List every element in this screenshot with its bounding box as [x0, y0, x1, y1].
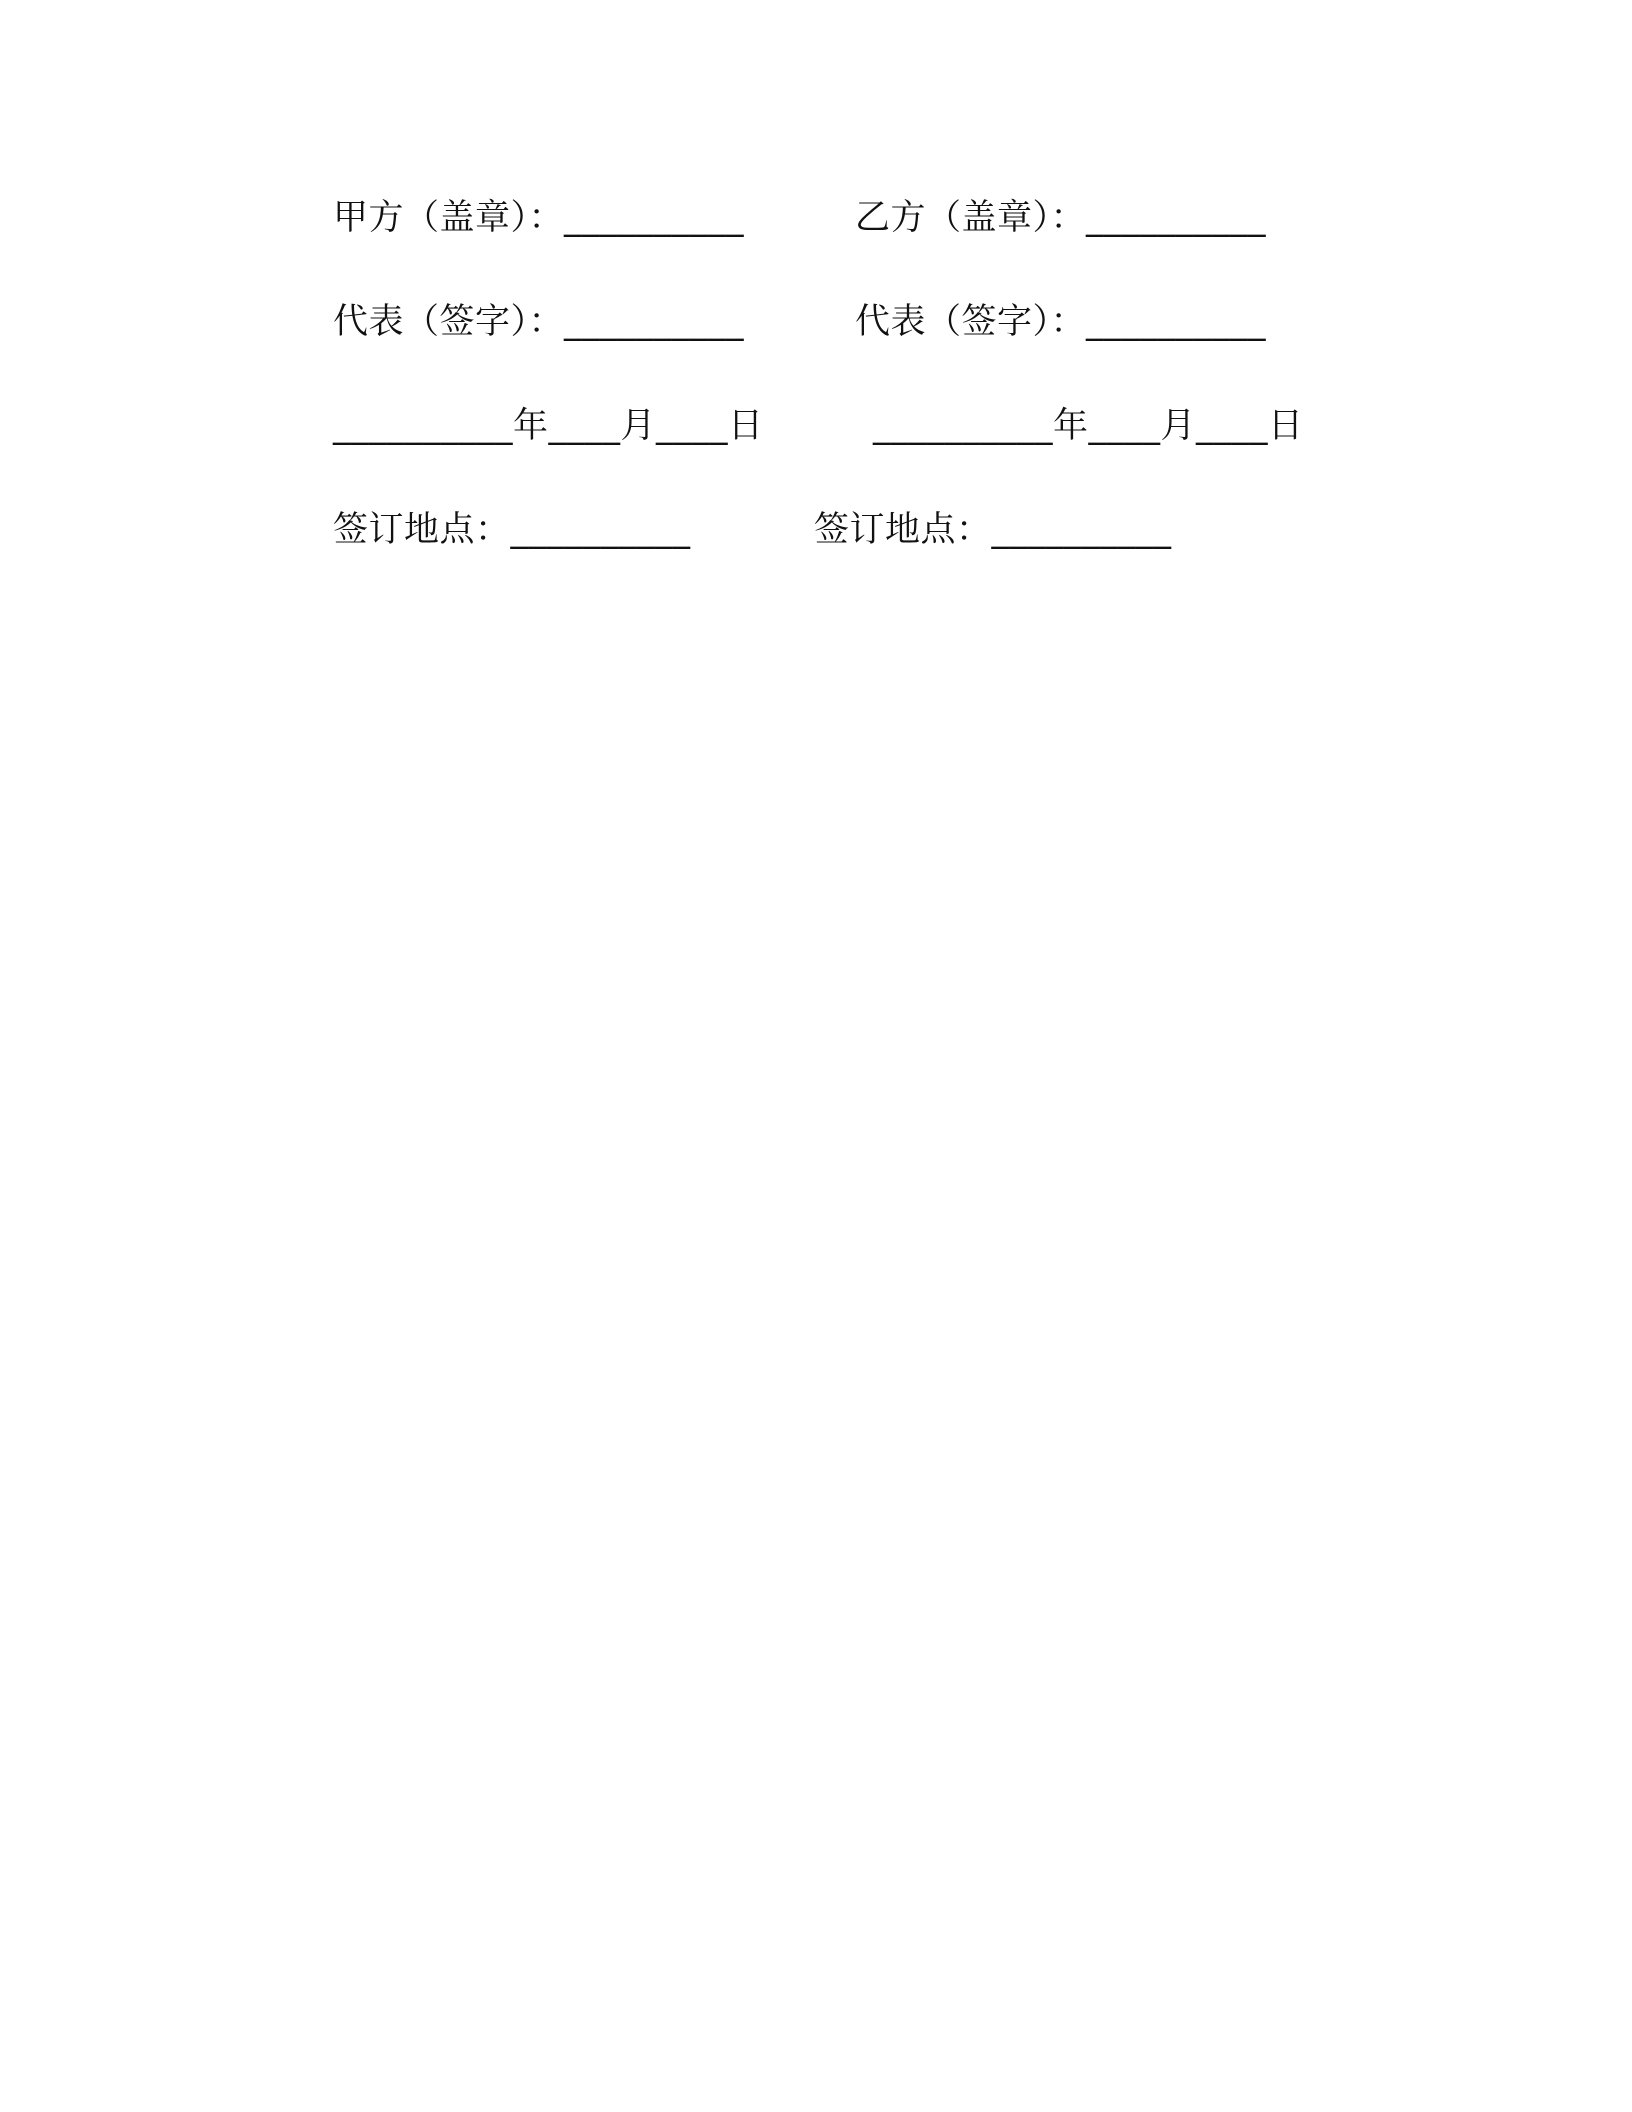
party-b-representative-line: 代表（签字）：__________ — [855, 302, 1267, 342]
party-a-date-line: __________年____月____日 — [333, 406, 764, 446]
party-b-seal-line: 乙方（盖章）：__________ — [855, 198, 1267, 238]
party-a-representative-line: 代表（签字）：__________ — [333, 302, 745, 342]
party-a-signing-place-line: 签订地点：__________ — [333, 510, 691, 550]
party-a-seal-line: 甲方（盖章）：__________ — [333, 198, 745, 238]
party-b-date-line: __________年____月____日 — [873, 406, 1304, 446]
party-b-signing-place-line: 签订地点：__________ — [814, 510, 1172, 550]
